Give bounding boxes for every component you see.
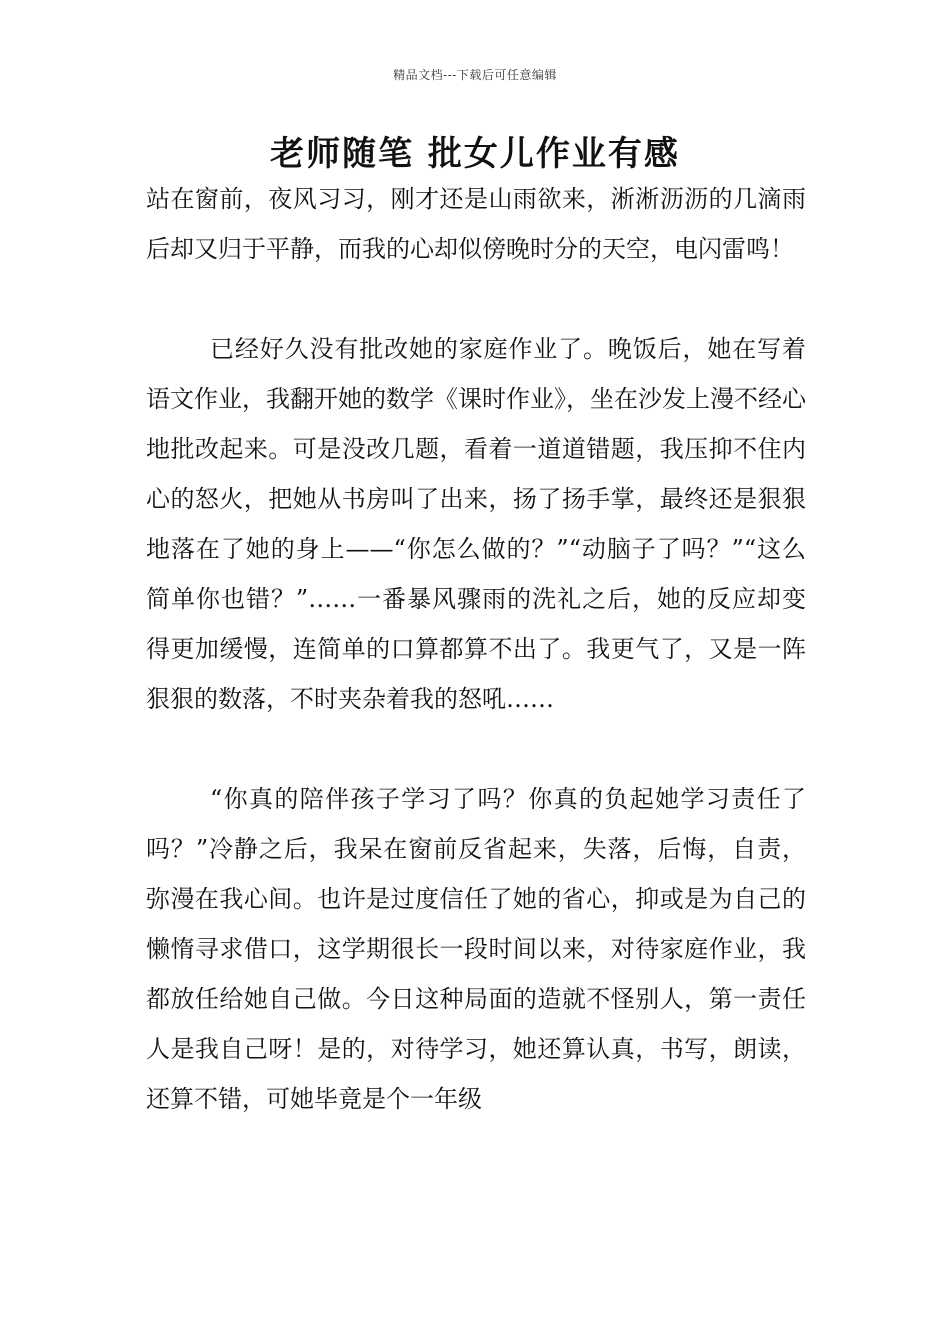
paragraph-spacer	[146, 724, 806, 774]
header-note: 精品文档---下载后可任意编辑	[393, 68, 557, 82]
paragraph-3: “你真的陪伴孩子学习了吗？你真的负起她学习责任了吗？”冷静之后，我呆在窗前反省起来，失落，后悔，自责，弥漫在我心间。也许是过度信任了她的省心，抑或是为自己的懒惰寻求借口，这学期很长一段时间以来，对待家庭作业，我都放任给她自己做。今日这种局面的造就不怪别人，第一责任人是我自己呀！是的，对待学习，她还算认真，书写，朗读，还算不错，可她毕竟是个一年级	[146, 785, 806, 1113]
document-title: 老师随笔 批女儿作业有感	[270, 134, 680, 174]
document-body	[146, 174, 806, 1124]
paragraph-1: 站在窗前，夜风习习，刚才还是山雨欲来，淅淅沥沥的几滴雨后却又归于平静，而我的心却似傍晚时分的天空，电闪雷鸣！	[146, 185, 806, 263]
paragraph-2: 已经好久没有批改她的家庭作业了。晚饭后，她在写着语文作业，我翻开她的数学《课时作业》，坐在沙发上漫不经心地批改起来。可是没改几题，看着一道道错题，我压抑不住内心的怒火，把她从书房叫了出来，扬了扬手掌，最终还是狠狠地落在了她的身上——“你怎么做的？”“动脑子了吗？”“这么简单你也错？”……一番暴风骤雨的洗礼之后，她的反应却变得更加缓慢，连简单的口算都算不出了。我更气了，又是一阵狠狠的数落，不时夹杂着我的怒吼……	[146, 335, 806, 713]
paragraph-spacer	[146, 274, 806, 324]
